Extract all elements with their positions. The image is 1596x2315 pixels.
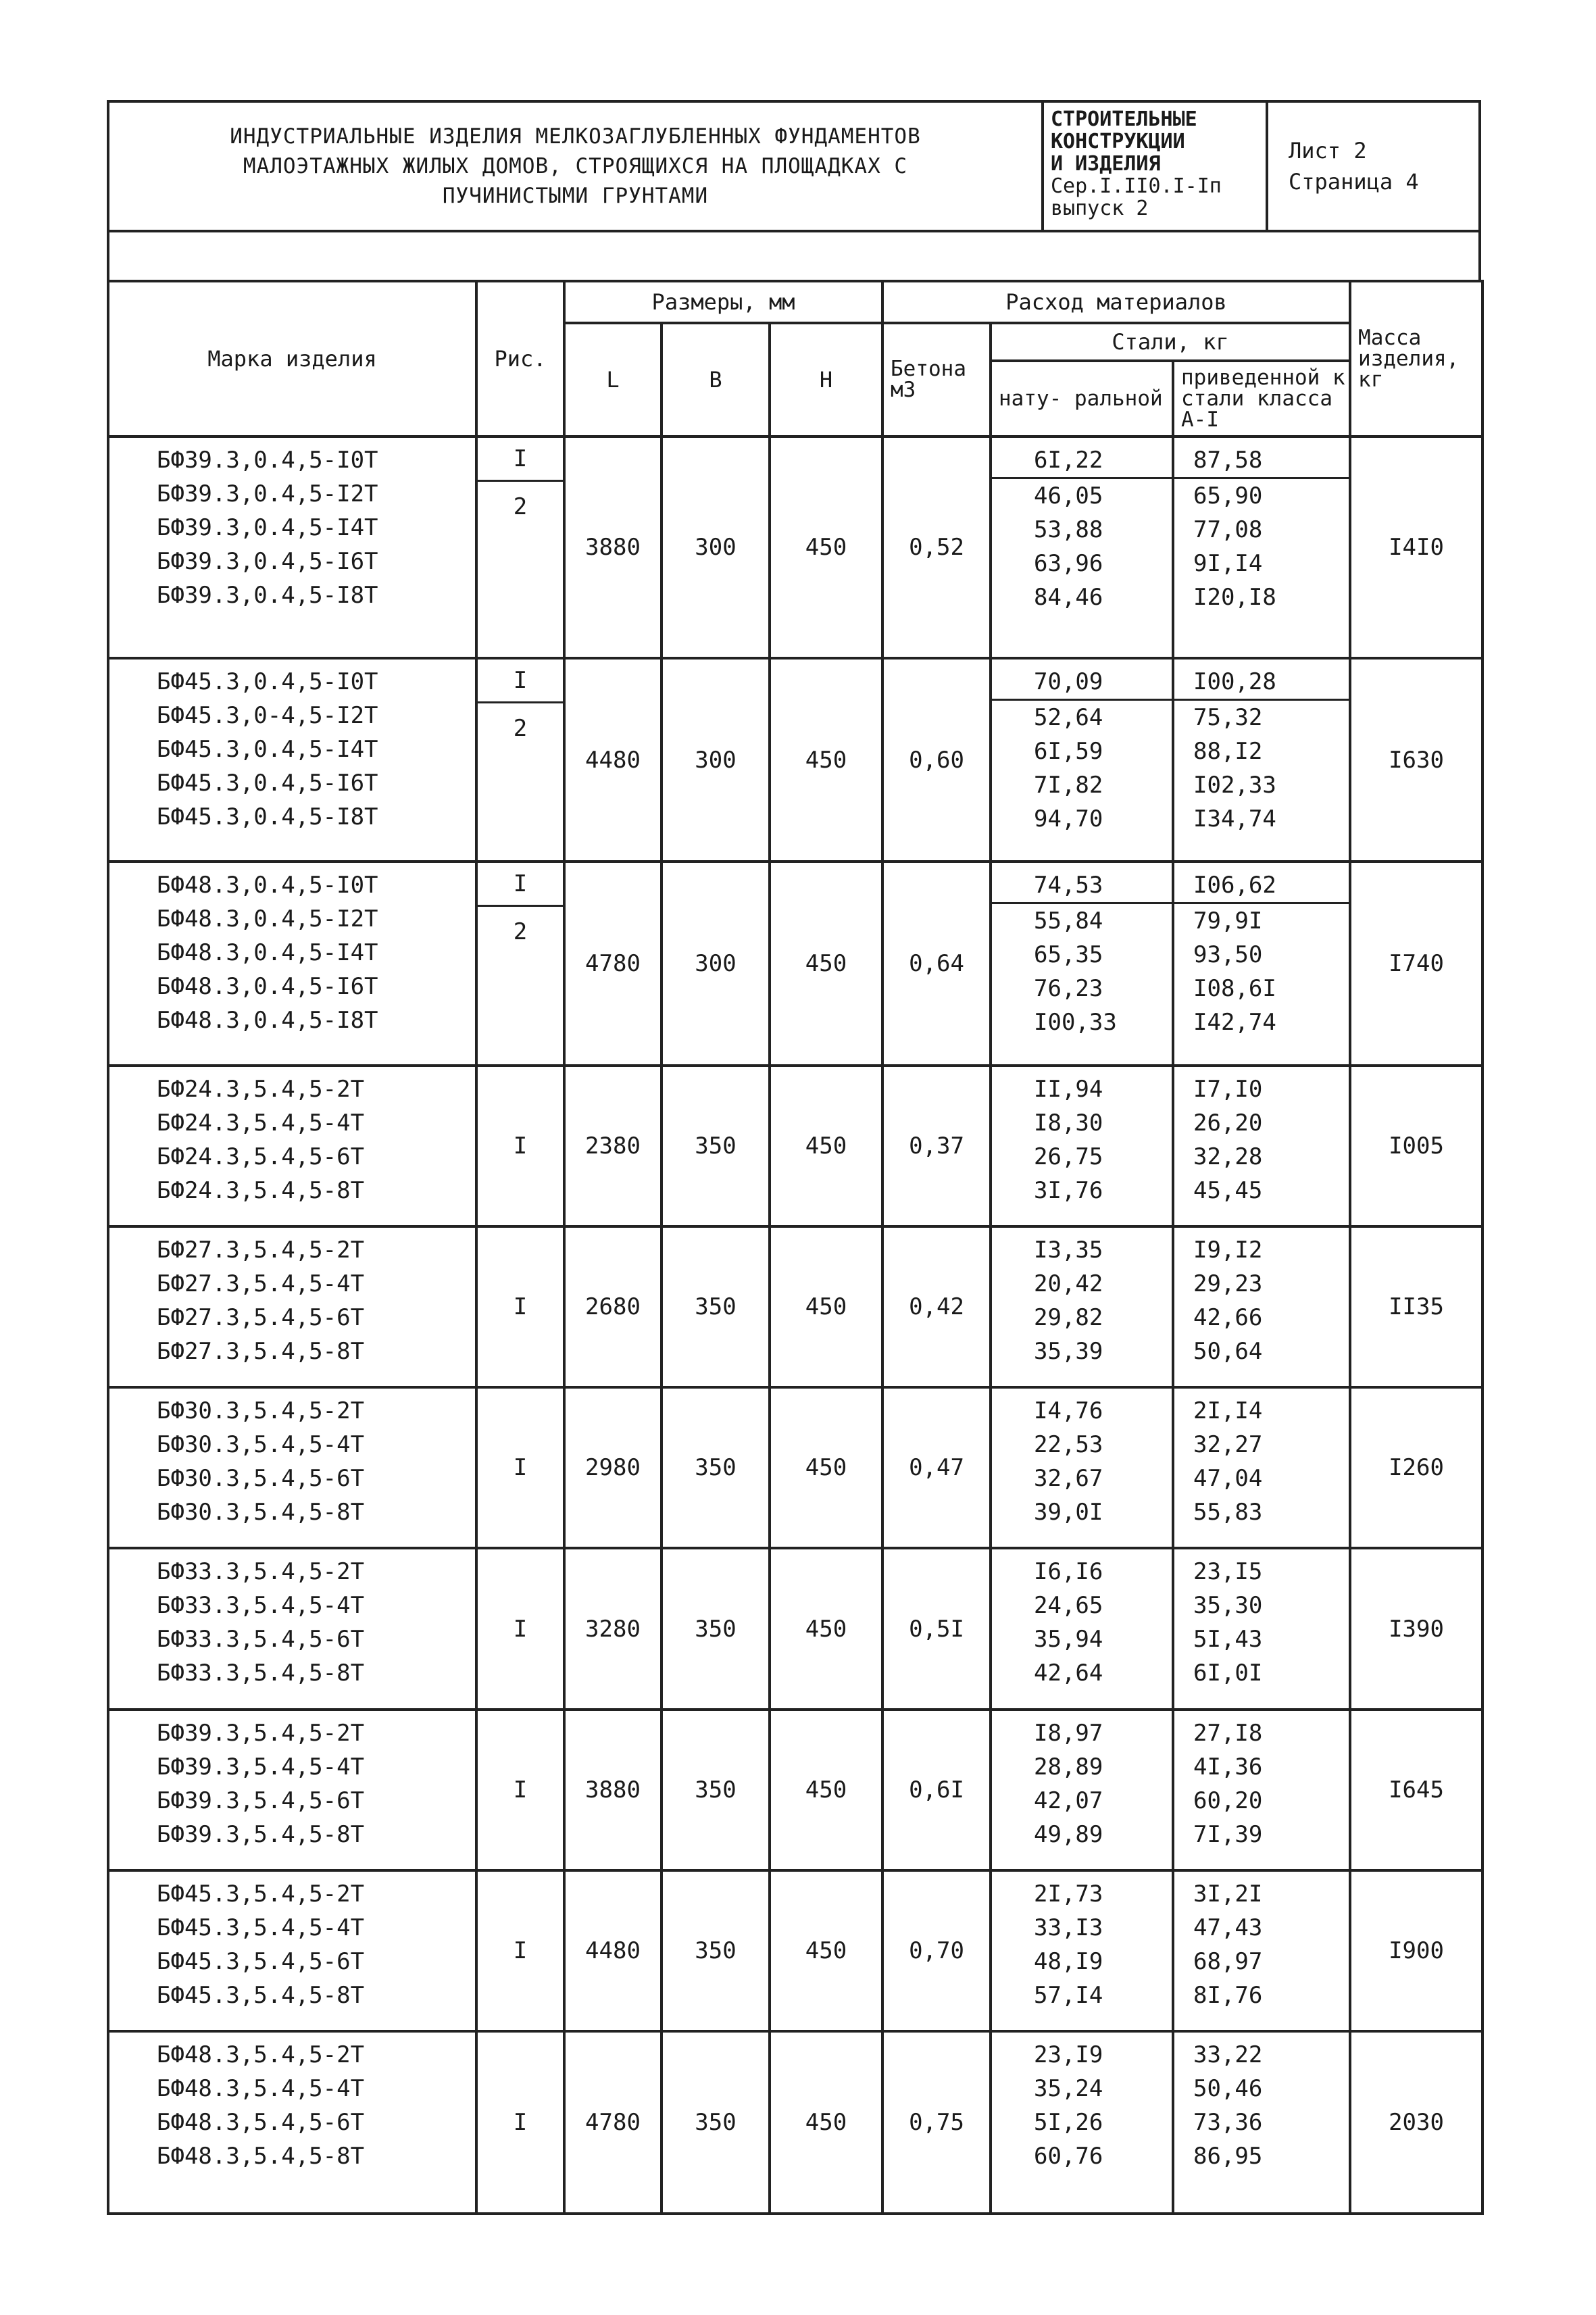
header-H: H (770, 323, 882, 437)
product-mark: БФ48.3,0.4,5-I4Т (157, 939, 378, 967)
product-mark-cell (108, 658, 476, 862)
steel-reduced-value: 68,97 (1193, 1947, 1263, 1975)
steel-reduced-value: 26,20 (1193, 1109, 1263, 1137)
steel-natural-value: I3,35 (1034, 1236, 1103, 1264)
steel-natural-value-cell (991, 437, 1173, 658)
header-reduced: приведенной к стали класса А-I (1173, 361, 1350, 437)
steel-reduced-value: I34,74 (1193, 805, 1276, 833)
steel-reduced-value: 2I,I4 (1193, 1397, 1263, 1425)
product-mark-cell (108, 1548, 476, 1709)
product-mark: БФ27.3,5.4,5-8Т (157, 1337, 365, 1365)
steel-reduced-value: I7,I0 (1193, 1075, 1263, 1103)
product-mark: БФ45.3,5.4,5-8Т (157, 1981, 365, 2009)
product-mark: БФ27.3,5.4,5-6Т (157, 1303, 365, 1331)
length-value: 3280 (564, 1548, 662, 1709)
figure-number: I (478, 863, 563, 907)
steel-natural-value: I6,I6 (1034, 1558, 1103, 1586)
product-mark: БФ39.3,0.4,5-I6Т (157, 548, 378, 575)
length-value: 4780 (564, 862, 662, 1065)
steel-reduced-value: 6I,0I (1193, 1660, 1263, 1687)
product-mark: БФ45.3,0.4,5-I6Т (157, 770, 378, 797)
product-mark: БФ30.3,5.4,5-4Т (157, 1431, 365, 1459)
steel-natural-value: 23,I9 (1034, 2041, 1103, 2069)
height-value: 450 (770, 1066, 882, 1226)
table-row (108, 1387, 1482, 1548)
steel-reduced-value: 7I,39 (1193, 1820, 1263, 1848)
figure-cell: I (476, 1387, 564, 1548)
product-mark: БФ39.3,0.4,5-I4Т (157, 514, 378, 541)
steel-natural-value-cell (991, 1387, 1173, 1548)
table-row (108, 862, 1482, 1065)
series-info (1044, 103, 1268, 230)
figure-number: I (478, 438, 563, 482)
steel-natural-value: 48,I9 (1034, 1947, 1103, 1975)
steel-natural-value: 53,88 (1034, 516, 1103, 543)
product-mark-cell (108, 862, 476, 1065)
steel-natural-value: 35,39 (1034, 1337, 1103, 1365)
mass-value: II35 (1350, 1226, 1482, 1387)
steel-natural-value: 94,70 (1034, 805, 1103, 833)
figure-cell: I (476, 1226, 564, 1387)
product-mark-cell (108, 1066, 476, 1226)
steel-reduced-value-cell (1173, 862, 1350, 1065)
product-mark-cell (108, 1226, 476, 1387)
table-row (108, 1548, 1482, 1709)
product-mark: БФ45.3,0-4,5-I2Т (157, 702, 378, 730)
steel-natural-value-cell (991, 2031, 1173, 2214)
table-row (108, 658, 1482, 862)
product-mark: БФ48.3,0.4,5-I8Т (157, 1007, 378, 1035)
width-value: 300 (662, 862, 770, 1065)
steel-natural-value: 63,96 (1034, 550, 1103, 577)
product-mark: БФ33.3,5.4,5-4Т (157, 1592, 365, 1620)
steel-reduced-value-cell (1173, 658, 1350, 862)
steel-natural-value: 32,67 (1034, 1465, 1103, 1493)
header-L: L (564, 323, 662, 437)
steel-reduced-value: 75,32 (1193, 704, 1263, 732)
product-mark: БФ45.3,5.4,5-2Т (157, 1880, 365, 1908)
steel-reduced-value: 86,95 (1193, 2143, 1263, 2170)
length-value: 4480 (564, 658, 662, 862)
concrete-value: 0,6I (882, 1710, 991, 1870)
width-value: 350 (662, 1548, 770, 1709)
product-mark: БФ39.3,0.4,5-I2Т (157, 480, 378, 507)
mass-value: I630 (1350, 658, 1482, 862)
length-value: 4780 (564, 2031, 662, 2214)
steel-reduced-value: 9I,I4 (1193, 550, 1263, 577)
steel-reduced-value: 4I,36 (1193, 1753, 1263, 1781)
steel-natural-value-cell (991, 1710, 1173, 1870)
steel-natural-value-cell (991, 1870, 1173, 2031)
steel-reduced-value: 27,I8 (1193, 1719, 1263, 1747)
steel-reduced-value: 8I,76 (1193, 1981, 1263, 2009)
steel-natural-value: 60,76 (1034, 2143, 1103, 2170)
steel-reduced-value: I08,6I (1193, 975, 1276, 1003)
product-mark: БФ39.3,0.4,5-I0Т (157, 447, 378, 474)
steel-reduced-value: 47,43 (1193, 1914, 1263, 1941)
steel-natural-value: 5I,26 (1034, 2109, 1103, 2137)
steel-reduced-value-cell (1173, 437, 1350, 658)
title-block (107, 100, 1481, 232)
height-value: 450 (770, 2031, 882, 2214)
table-body (108, 437, 1482, 2214)
table-row (108, 1066, 1482, 1226)
mass-value: I4I0 (1350, 437, 1482, 658)
steel-natural-value: 6I,22 (992, 443, 1172, 479)
steel-natural-value-cell (991, 1548, 1173, 1709)
height-value: 450 (770, 1710, 882, 1870)
product-mark: БФ24.3,5.4,5-6Т (157, 1143, 365, 1170)
width-value: 350 (662, 1387, 770, 1548)
steel-natural-value: I4,76 (1034, 1397, 1103, 1425)
title-line: ПУЧИНИСТЫМИ ГРУНТАМИ (442, 184, 709, 208)
steel-natural-value: 70,09 (992, 665, 1172, 701)
header-fig: Рис. (476, 281, 564, 437)
concrete-value: 0,70 (882, 1870, 991, 2031)
steel-natural-value: I8,97 (1034, 1719, 1103, 1747)
steel-natural-value: 35,94 (1034, 1626, 1103, 1653)
mass-value: I390 (1350, 1548, 1482, 1709)
sheet-info (1268, 103, 1478, 230)
header-steel: Стали, кг (991, 323, 1350, 361)
figure-number: 2 (513, 715, 528, 743)
height-value: 450 (770, 658, 882, 862)
steel-natural-value: 42,07 (1034, 1787, 1103, 1814)
product-mark: БФ48.3,0.4,5-I0Т (157, 872, 378, 899)
height-value: 450 (770, 437, 882, 658)
series-line: КОНСТРУКЦИИ (1051, 130, 1185, 153)
product-mark: БФ48.3,5.4,5-2Т (157, 2041, 365, 2069)
steel-natural-value: 24,65 (1034, 1592, 1103, 1620)
steel-reduced-value-cell (1173, 1066, 1350, 1226)
steel-natural-value: 76,23 (1034, 975, 1103, 1003)
steel-natural-value: 55,84 (1034, 907, 1103, 935)
steel-natural-value: II,94 (1034, 1075, 1103, 1103)
steel-natural-value: 2I,73 (1034, 1880, 1103, 1908)
width-value: 350 (662, 1710, 770, 1870)
figure-cell: I (476, 1548, 564, 1709)
title-line: МАЛОЭТАЖНЫХ ЖИЛЫХ ДОМОВ, СТРОЯЩИХСЯ НА ПЛОЩАДКАХ С (243, 154, 908, 178)
product-mark: БФ30.3,5.4,5-2Т (157, 1397, 365, 1425)
steel-reduced-value: 79,9I (1193, 907, 1263, 935)
steel-reduced-value: 47,04 (1193, 1465, 1263, 1493)
steel-reduced-value: 50,64 (1193, 1337, 1263, 1365)
mass-value: I740 (1350, 862, 1482, 1065)
steel-natural-value: 74,53 (992, 868, 1172, 904)
product-mark: БФ39.3,5.4,5-2Т (157, 1719, 365, 1747)
product-mark: БФ48.3,0.4,5-I2Т (157, 905, 378, 933)
steel-reduced-value: 50,46 (1193, 2075, 1263, 2103)
table-row (108, 1226, 1482, 1387)
steel-natural-value: 46,05 (1034, 482, 1103, 509)
length-value: 4480 (564, 1870, 662, 2031)
figure-cell: I (476, 1710, 564, 1870)
steel-reduced-value: 87,58 (1174, 443, 1349, 479)
steel-reduced-value-cell (1173, 1710, 1350, 1870)
page-number: Страница 4 (1289, 169, 1419, 195)
width-value: 350 (662, 2031, 770, 2214)
steel-natural-value-cell (991, 862, 1173, 1065)
header-B: B (662, 323, 770, 437)
series-line: Сер.I.II0.I-Iп (1051, 174, 1222, 198)
figure-cell (476, 862, 564, 1065)
product-mark: БФ30.3,5.4,5-8Т (157, 1499, 365, 1526)
steel-natural-value-cell (991, 658, 1173, 862)
steel-reduced-value: 3I,2I (1193, 1880, 1263, 1908)
header-dimensions: Размеры, мм (564, 281, 882, 323)
length-value: 3880 (564, 1710, 662, 1870)
product-mark: БФ48.3,0.4,5-I6Т (157, 973, 378, 1001)
concrete-value: 0,47 (882, 1387, 991, 1548)
steel-reduced-value-cell (1173, 1226, 1350, 1387)
steel-natural-value: 84,46 (1034, 584, 1103, 611)
steel-reduced-value: 23,I5 (1193, 1558, 1263, 1586)
steel-natural-value: 22,53 (1034, 1431, 1103, 1459)
figure-cell: I (476, 1870, 564, 2031)
figure-cell: I (476, 1066, 564, 1226)
product-mark: БФ24.3,5.4,5-2Т (157, 1075, 365, 1103)
steel-reduced-value: I02,33 (1193, 772, 1276, 799)
product-mark-cell (108, 1387, 476, 1548)
header-mark: Марка изделия (108, 281, 476, 437)
mass-value: I645 (1350, 1710, 1482, 1870)
steel-natural-value: 35,24 (1034, 2075, 1103, 2103)
steel-natural-value: 57,I4 (1034, 1981, 1103, 2009)
figure-cell (476, 658, 564, 862)
steel-natural-value: 49,89 (1034, 1820, 1103, 1848)
steel-natural-value: 29,82 (1034, 1303, 1103, 1331)
product-mark: БФ45.3,0.4,5-I8Т (157, 803, 378, 831)
steel-natural-value: 65,35 (1034, 941, 1103, 969)
steel-natural-value: 3I,76 (1034, 1176, 1103, 1204)
steel-reduced-value: 93,50 (1193, 941, 1263, 969)
mass-value: I260 (1350, 1387, 1482, 1548)
steel-reduced-value: I42,74 (1193, 1009, 1276, 1037)
product-mark: БФ30.3,5.4,5-6Т (157, 1465, 365, 1493)
height-value: 450 (770, 1387, 882, 1548)
product-mark: БФ27.3,5.4,5-4Т (157, 1270, 365, 1297)
concrete-value: 0,5I (882, 1548, 991, 1709)
sheet-number: Лист 2 (1289, 138, 1367, 164)
series-line: И ИЗДЕЛИЯ (1051, 152, 1161, 176)
figure-number: 2 (513, 493, 528, 520)
header-concrete: Бетона м3 (882, 323, 991, 437)
product-mark: БФ24.3,5.4,5-4Т (157, 1109, 365, 1137)
steel-reduced-value: 35,30 (1193, 1592, 1263, 1620)
mass-value: I005 (1350, 1066, 1482, 1226)
steel-reduced-value-cell (1173, 2031, 1350, 2214)
mass-value: I900 (1350, 1870, 1482, 2031)
width-value: 350 (662, 1870, 770, 2031)
steel-reduced-value-cell (1173, 1870, 1350, 2031)
product-mark: БФ45.3,0.4,5-I0Т (157, 668, 378, 696)
product-mark: БФ33.3,5.4,5-2Т (157, 1558, 365, 1586)
steel-reduced-value: 32,27 (1193, 1431, 1263, 1459)
steel-natural-value-cell (991, 1226, 1173, 1387)
product-mark: БФ48.3,5.4,5-4Т (157, 2075, 365, 2103)
steel-reduced-value-cell (1173, 1387, 1350, 1548)
product-mark: БФ48.3,5.4,5-8Т (157, 2143, 365, 2170)
steel-reduced-value: I9,I2 (1193, 1236, 1263, 1264)
concrete-value: 0,75 (882, 2031, 991, 2214)
width-value: 300 (662, 437, 770, 658)
title-line: ИНДУСТРИАЛЬНЫЕ ИЗДЕЛИЯ МЕЛКОЗАГЛУБЛЕННЫХ ФУНДАМЕНТОВ (230, 124, 921, 149)
width-value: 300 (662, 658, 770, 862)
steel-natural-value: 26,75 (1034, 1143, 1103, 1170)
series-line: выпуск 2 (1051, 197, 1149, 220)
steel-reduced-value: 73,36 (1193, 2109, 1263, 2137)
concrete-value: 0,64 (882, 862, 991, 1065)
steel-reduced-value: 65,90 (1193, 482, 1263, 509)
steel-reduced-value: 33,22 (1193, 2041, 1263, 2069)
product-mark: БФ24.3,5.4,5-8Т (157, 1176, 365, 1204)
figure-cell (476, 437, 564, 658)
product-mark: БФ33.3,5.4,5-8Т (157, 1660, 365, 1687)
steel-reduced-value: 77,08 (1193, 516, 1263, 543)
product-mark: БФ39.3,5.4,5-6Т (157, 1787, 365, 1814)
product-mark: БФ45.3,5.4,5-4Т (157, 1914, 365, 1941)
steel-reduced-value: 42,66 (1193, 1303, 1263, 1331)
product-mark: БФ33.3,5.4,5-6Т (157, 1626, 365, 1653)
height-value: 450 (770, 1870, 882, 2031)
figure-number: I (478, 659, 563, 703)
steel-reduced-value: 60,20 (1193, 1787, 1263, 1814)
length-value: 3880 (564, 437, 662, 658)
length-value: 2680 (564, 1226, 662, 1387)
steel-natural-value-cell (991, 1066, 1173, 1226)
product-mark: БФ39.3,5.4,5-4Т (157, 1753, 365, 1781)
steel-reduced-value: I20,I8 (1193, 584, 1276, 611)
table-row (108, 1870, 1482, 2031)
product-mark-cell (108, 1870, 476, 2031)
steel-natural-value: I00,33 (1034, 1009, 1117, 1037)
steel-natural-value: 42,64 (1034, 1660, 1103, 1687)
steel-reduced-value: I00,28 (1174, 665, 1349, 701)
table-row (108, 1710, 1482, 1870)
steel-natural-value: 20,42 (1034, 1270, 1103, 1297)
spacer-row (107, 230, 1481, 282)
header-materials: Расход материалов (882, 281, 1350, 323)
length-value: 2380 (564, 1066, 662, 1226)
steel-natural-value: 33,I3 (1034, 1914, 1103, 1941)
steel-natural-value: 52,64 (1034, 704, 1103, 732)
header-mass: Масса изделия, кг (1350, 281, 1482, 437)
product-mark: БФ39.3,5.4,5-8Т (157, 1820, 365, 1848)
height-value: 450 (770, 1548, 882, 1709)
product-mark: БФ45.3,5.4,5-6Т (157, 1947, 365, 1975)
height-value: 450 (770, 1226, 882, 1387)
product-mark-cell (108, 2031, 476, 2214)
steel-natural-value: 28,89 (1034, 1753, 1103, 1781)
concrete-value: 0,37 (882, 1066, 991, 1226)
steel-reduced-value: 88,I2 (1193, 738, 1263, 766)
steel-natural-value: 39,0I (1034, 1499, 1103, 1526)
length-value: 2980 (564, 1387, 662, 1548)
product-mark: БФ45.3,0.4,5-I4Т (157, 736, 378, 764)
product-mark: БФ39.3,0.4,5-I8Т (157, 582, 378, 609)
width-value: 350 (662, 1226, 770, 1387)
product-mark-cell (108, 1710, 476, 1870)
table-row (108, 437, 1482, 658)
steel-reduced-value: 5I,43 (1193, 1626, 1263, 1653)
concrete-value: 0,52 (882, 437, 991, 658)
figure-cell: I (476, 2031, 564, 2214)
steel-reduced-value: 45,45 (1193, 1176, 1263, 1204)
table-row (108, 2031, 1482, 2214)
product-mark-cell (108, 437, 476, 658)
steel-reduced-value-cell (1173, 1548, 1350, 1709)
materials-table (107, 280, 1484, 2215)
header-natural: нату- ральной (991, 361, 1173, 437)
height-value: 450 (770, 862, 882, 1065)
steel-reduced-value: I06,62 (1174, 868, 1349, 904)
steel-natural-value: 6I,59 (1034, 738, 1103, 766)
mass-value: 2030 (1350, 2031, 1482, 2214)
concrete-value: 0,42 (882, 1226, 991, 1387)
product-mark: БФ27.3,5.4,5-2Т (157, 1236, 365, 1264)
product-mark: БФ48.3,5.4,5-6Т (157, 2109, 365, 2137)
width-value: 350 (662, 1066, 770, 1226)
steel-natural-value: 7I,82 (1034, 772, 1103, 799)
steel-reduced-value: 32,28 (1193, 1143, 1263, 1170)
figure-number: 2 (513, 918, 528, 946)
steel-natural-value: I8,30 (1034, 1109, 1103, 1137)
series-line: СТРОИТЕЛЬНЫЕ (1051, 107, 1197, 131)
steel-reduced-value: 29,23 (1193, 1270, 1263, 1297)
concrete-value: 0,60 (882, 658, 991, 862)
steel-reduced-value: 55,83 (1193, 1499, 1263, 1526)
document-title (109, 103, 1044, 230)
